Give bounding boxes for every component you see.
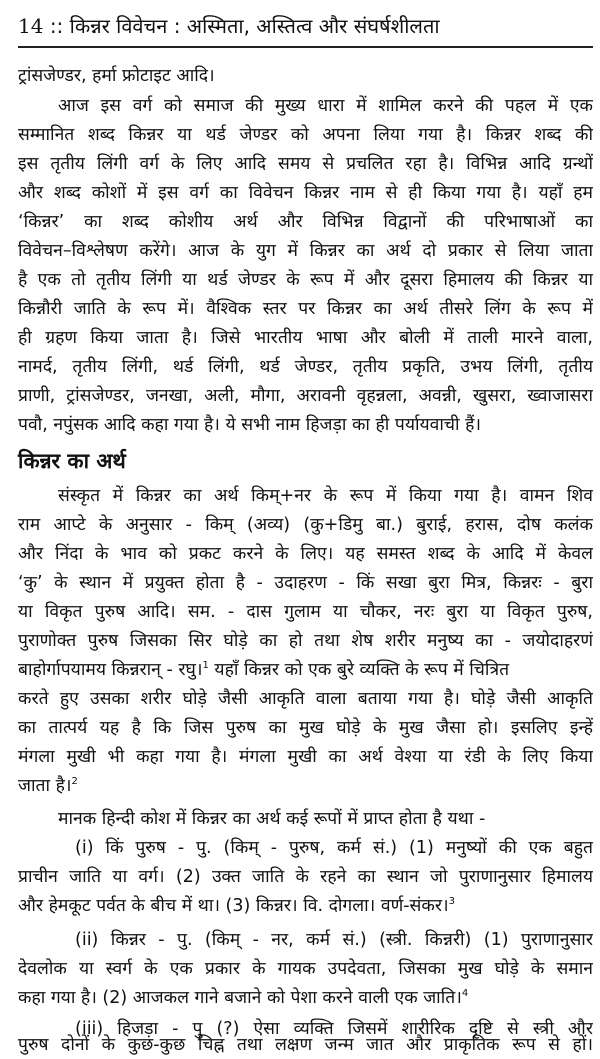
text-line: इस तृतीय लिंगी वर्ग के लिए आदि समय से प्रचलित रहा है। विभिन्न आदि ग्रन्थों [18,154,593,174]
text-line: आज इस वर्ग को समाज की मुख्य धारा में शामिल करने की पहल में एक [58,96,593,116]
text-line-with-footnote [18,656,593,684]
text-fragment: बाहोर्गापयामय किन्नरान् - रघु। [18,660,203,680]
text-line-with-footnote [18,772,593,800]
header-separator: :: [49,14,64,38]
text-line: संस्कृत में किन्नर का अर्थ किम्+नर के रूप में किया गया है। वामन शिव [58,486,593,506]
text-line: (ii) किन्नर - पु. (किम् - नर, कर्म सं.) (स्त्री. किन्नरी) (1) पुराणानुसार [75,930,593,950]
text-line: है एक तो तृतीय लिंगी या थर्ड जेण्डर के रूप में और दूसरा हिमालय की किन्नर या [18,270,593,290]
footnote-marker: 4 [461,988,469,1000]
text-fragment: और हेमकूट पर्वत के बीच में था। (3) किन्नर। वि. दोगला। वर्ण-संकर। [18,896,449,916]
footnote-marker: 3 [448,896,455,908]
page-number: 14 [18,14,44,38]
text-line: मंगला मुखी भी कहा गया है। मंगला मुखी का अर्थ वेश्या या रंडी के लिए किया [18,747,593,767]
text-line: प्राणी, ट्रांसजेण्डर, जनखा, अली, मौगा, अरावनी वृहन्नला, अवन्नी, खुसरा, ख्वाजासरा [18,386,593,406]
running-header [18,6,593,46]
text-line: नामर्द, तृतीय लिंगी, थर्ड लिंगी, थर्ड जेण्डर, तृतीय प्रकृति, उभय लिंगी, तृतीय [18,357,593,377]
text-line: या विकृत पुरुष आदि। सम. - दास गुलाम या चौकर, नरः बुरा या विकृत पुरुष, [18,602,593,622]
text-line: देवलोक या स्वर्ग के एक प्रकार के गायक उपदेवता, जिसका मुख घोड़े के समान [18,959,593,979]
chapter-title: किन्नर विवेचन : अस्मिता, अस्तित्व और संघर्षशीलता [69,14,440,38]
text-line: विवेचन–विश्लेषण करेंगे। आज के युग में किन्नर का अर्थ दो प्रकार से लिया जाता [18,241,593,261]
text-line: मानक हिन्दी कोश में किन्नर का अर्थ कई रूपों में प्राप्त होता है यथा - [58,809,486,829]
text-line: (iii) हिजड़ा - पु (?) ऐसा व्यक्ति जिसमें शारीरिक दृष्टि से स्त्री और [75,1019,593,1039]
text-line-with-footnote [18,984,593,1012]
text-line: ट्रांसजेण्डर, हर्मा फ्रोटाइट आदि। [18,66,215,86]
footnote-marker: 1 [202,660,209,672]
text-line: पवौ, नपुंसक आदि कहा गया है। ये सभी नाम हिजड़ा का ही पर्यायवाची हैं। [18,415,482,435]
text-line: पुरुष दोनों के कुछ-कुछ चिह्न तथा लक्षण जन्म जात और प्राकृतिक रूप से हों। [18,1035,593,1055]
text-line: करते हुए उसका शरीर घोड़े जैसी आकृति वाला बताया गया है। घोड़े जैसी आकृति [18,689,593,709]
section-heading: किन्नर का अर्थ [18,449,126,473]
header-rule [18,46,593,48]
text-line: प्राचीन जाति या वर्ग। (2) उक्त जाति के रहने का स्थान जो पुराणानुसार हिमालय [18,867,593,887]
text-line: राम आप्टे के अनुसार - किम् (अव्य) (कु+डिमु बा.) बुराई, हरास, दोष कलंक [18,515,593,535]
text-fragment: कहा गया है। (2) आजकल गाने बजाने को पेशा करने वाली एक जाति। [18,988,462,1008]
text-line: और निंदा के भाव को प्रकट करने के लिए। यह समस्त शब्द के आदि में केवल [18,544,593,564]
text-fragment: जाता है। [18,776,72,796]
text-line: और शब्द कोशों में इस वर्ग का विवेचन किन्नर नाम से ही किया गया है। यहाँ हम [18,183,593,203]
text-line: सम्मानित शब्द किन्नर या थर्ड जेण्डर को अपना लिया गया है। किन्नर शब्द की [18,125,593,145]
text-line: ‘कु’ के स्थान में प्रयुक्त होता है - उदाहरण - किं सखा बुरा मित्र, किन्नरः - बुरा [18,573,593,593]
text-line: ‘किन्नर’ का शब्द कोशीय अर्थ और विभिन्न विद्वानों की परिभाषाओं का [18,212,593,232]
text-line: का तात्पर्य यह है कि जिस पुरुष का मुख घोड़े के मुख जैसा हो। इसलिए इन्हें [18,718,593,738]
text-line: ही ग्रहण किया जाता है। जिसे भारतीय भाषा और बोली में ताली मारने वाला, [18,328,593,348]
text-line: किन्नौरी जाति के रूप में। वैश्विक स्तर पर किन्नर का अर्थ तीसरे लिंग के रूप में [18,299,593,319]
text-line-with-footnote [18,892,593,920]
text-line: (i) किं पुरुष - पु. (किम् - पुरुष, कर्म सं.) (1) मनुष्यों की एक बहुत [75,838,593,858]
footnote-marker: 2 [71,776,78,788]
text-line: पुराणोक्त पुरुष जिसका सिर घोड़े का हो तथा शेष शरीर मनुष्य का - जयोदाहरणं [18,631,593,651]
text-fragment: यहाँ किन्नर को एक बुरे व्यक्ति के रूप में चित्रित [214,660,510,680]
